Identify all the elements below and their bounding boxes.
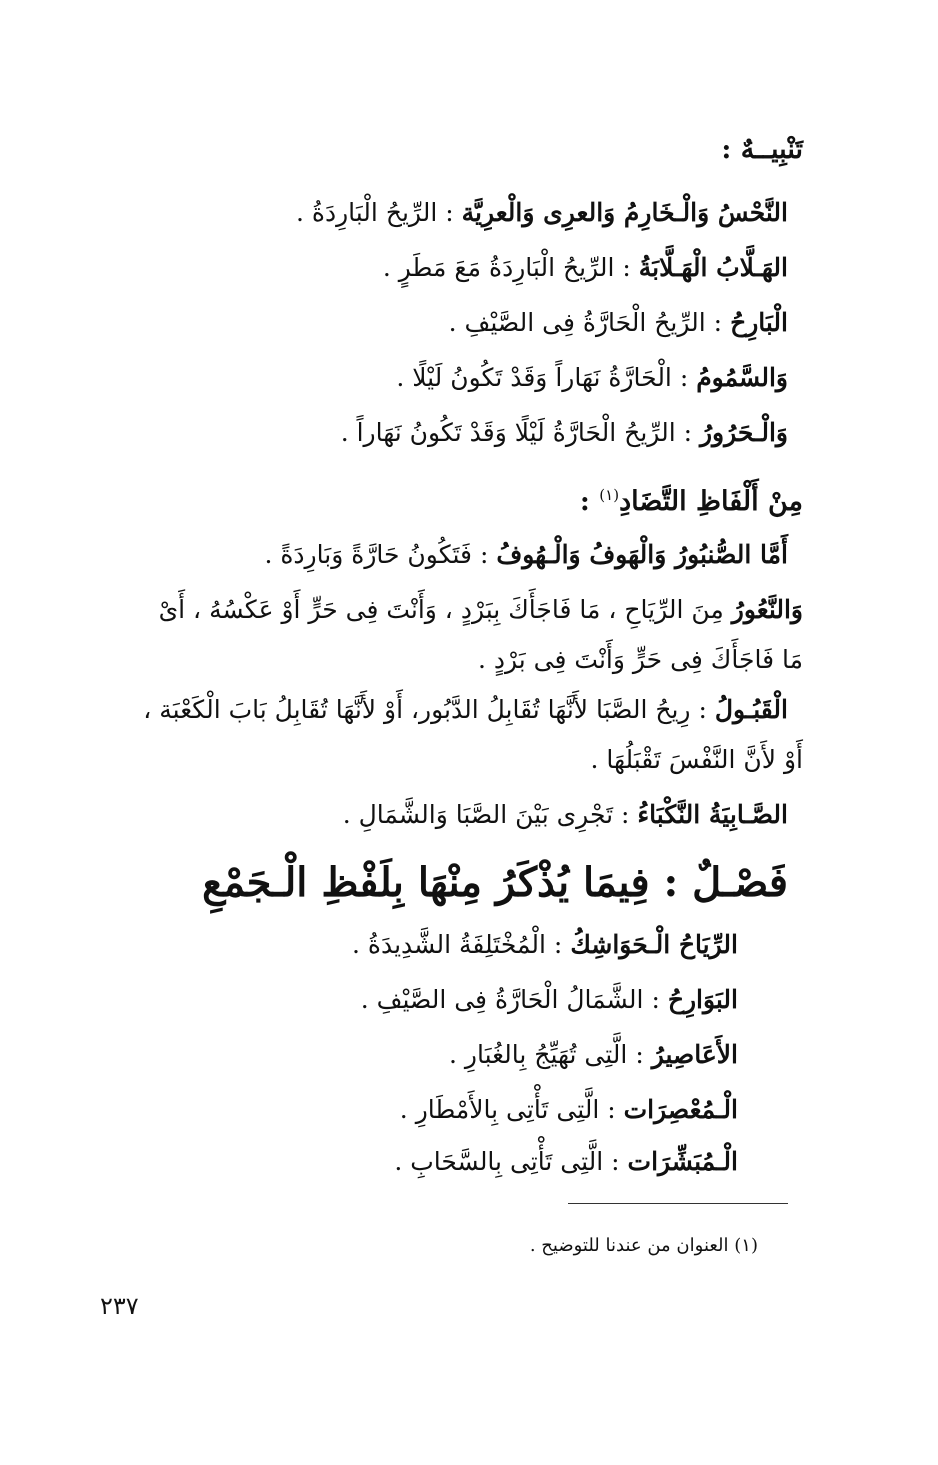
- entry-term: الرِّيَاحُ الْـحَوَاشِكُ: [570, 930, 738, 959]
- entry-continuation: أَوْ لأَنَّ النَّفْسَ تَقْبَلُهَا .: [590, 745, 803, 774]
- entry-definition: : الرِّيحُ الْبَارِدَةُ .: [295, 198, 462, 227]
- entry-definition: : الَّتِى تُهَيِّجُ بِالغُبَارِ .: [448, 1040, 652, 1069]
- chapter-heading-fasl: فَصْـلٌ : فِيمَا يُذْكَرُ مِنْهَا بِلَفْظِ الْـجَمْعِ: [202, 859, 788, 906]
- entry-continuation: مَا فَاجَأَكَ فِى حَرٍّ وَأَنْتَ فِى بَرْدٍ .: [477, 645, 803, 674]
- entry-definition: : الرِّيحُ الْبَارِدَةُ مَعَ مَطَرٍ .: [382, 253, 639, 282]
- section-heading-tanbih: تَنْبِيــهٌ :: [721, 134, 803, 165]
- entry-definition: : الْحَارَّةُ نَهَاراً وَقَدْ تَكُونُ لَيْلًا .: [396, 363, 697, 392]
- entry-line: [361, 980, 738, 1020]
- entry-line: [341, 413, 788, 453]
- entry-definition: : الَّتِى تَأْتِى بِالأَمْطَارِ .: [399, 1095, 624, 1124]
- entry-line: [394, 1142, 738, 1182]
- entry-line: [449, 1035, 738, 1075]
- entry-definition: : الشَّمَالُ الْحَارَّةُ فِى الصَّيْفِ .: [360, 985, 668, 1014]
- entry-term: وَالْـحَرُورُ: [699, 418, 788, 447]
- entry-term: الْقَبُـولُ: [714, 695, 788, 724]
- entry-definition: : الرِّيحُ الْحَارَّةُ فِى الصَّيْفِ .: [448, 308, 731, 337]
- entry-term: أَمَّا الصُّنبُورُ وَالْهَوفُ وَالْـهُوفُ: [496, 540, 788, 569]
- entry-definition: : رِيحُ الصَّبَا لأَنَّهَا تُقَابِلُ الدَّبُور، أَوْ لأَنَّهَا تُقَابِلُ بَابَ الْكَعْبَة ،: [143, 695, 715, 724]
- entry-line: [352, 925, 738, 965]
- entry-term: الهَـلَّابُ الْهَـلَّابَةُ: [638, 253, 788, 282]
- entry-definition: : الْمُخْتَلِفَةُ الشَّدِيدَةُ .: [351, 930, 571, 959]
- entry-definition: مِنَ الرِّيَاحِ ، مَا فَاجَأَكَ بِبَرْدٍ ، وَأَنْتَ فِى حَرٍّ أَوْ عَكْسُهُ ، أَىْ: [158, 595, 732, 624]
- entry-line: [449, 303, 788, 343]
- heading-colon: :: [579, 486, 600, 517]
- entry-definition: : الرِّيحُ الْحَارَّةُ لَيْلًا وَقَدْ تَكُونُ نَهَاراً .: [340, 418, 700, 447]
- entry-definition: : تَجْرِى بَيْنَ الصَّبَا وَالشَّمَالِ .: [342, 800, 638, 829]
- entry-term: الأَعَاصِيرُ: [651, 1040, 738, 1069]
- entry-term: الْبَارِحُ: [730, 308, 788, 337]
- entry-term: الصَّـابِيَةُ النَّكْبَاءُ: [637, 800, 788, 829]
- entry-term: البَوَارِحُ: [667, 985, 738, 1014]
- entry-term: وَالسَّمُومُ: [696, 363, 788, 392]
- entry-line: [383, 248, 788, 288]
- footnote-marker: (١): [599, 486, 620, 504]
- entry-line: [396, 358, 788, 398]
- page-number: ٢٣٧: [100, 1292, 139, 1320]
- footnote: (١) العنوان من عندنا للتوضيح .: [529, 1235, 758, 1256]
- entry-term: الْـمُعْصِرَات: [623, 1095, 738, 1124]
- entry-definition: : الَّتِى تَأْتِى بِالسَّحَابِ .: [394, 1147, 628, 1176]
- entry-term: النَّحْسُ وَالْـخَارِمُ وَالعرِى وَالْعرِيَّة: [461, 198, 788, 227]
- entry-line: [264, 535, 788, 575]
- entry-line: [296, 193, 788, 233]
- entry-definition: : فَتَكُونُ حَارَّةً وَبَارِدَةً .: [264, 540, 497, 569]
- entry-line: [400, 1090, 738, 1130]
- entry-line: [343, 795, 788, 835]
- entry-line: [159, 590, 803, 630]
- entry-term: وَالنَّعُورُ: [731, 595, 803, 624]
- heading-text: مِنْ أَلْفَاظِ التَّضَادِ: [619, 486, 803, 517]
- entry-line: [143, 690, 788, 730]
- entry-term: الْـمُبَشِّرَات: [627, 1147, 738, 1176]
- section-heading-addad: [580, 475, 803, 515]
- footnote-divider: [568, 1203, 788, 1204]
